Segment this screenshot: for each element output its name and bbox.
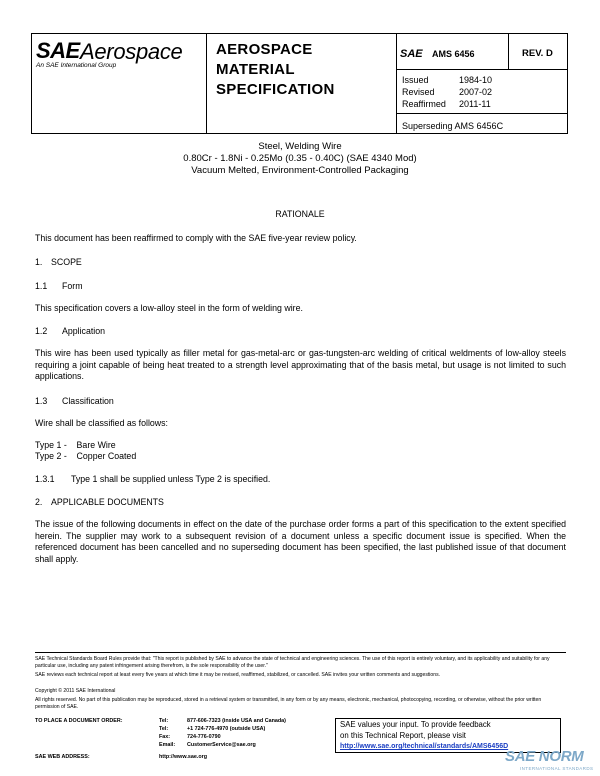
contact-value[interactable]: CustomerService@sae.org <box>187 742 256 748</box>
header-divider <box>396 113 567 114</box>
title-line: Vacuum Melted, Environment-Controlled Packaging <box>191 165 409 176</box>
reaffirmed-label: Reaffirmed <box>402 99 446 109</box>
section-number: 1. <box>35 257 43 267</box>
contact-value: 724-776-0790 <box>187 734 221 740</box>
section-title: APPLICABLE DOCUMENTS <box>51 497 164 507</box>
feedback-link[interactable]: http://www.sae.org/technical/standards/AMS6456D <box>340 743 509 750</box>
watermark-subtitle: INTERNATIONAL STANDARDS <box>520 766 594 771</box>
web-link[interactable]: http://www.sae.org <box>159 754 208 760</box>
contact-label: Tel: <box>159 726 169 732</box>
footer-rule <box>35 652 566 653</box>
title-line: 0.80Cr - 1.8Ni - 0.25Mo (0.35 - 0.40C) (SAE 4340 Mod) <box>183 153 417 164</box>
section-number: 1.3 <box>35 396 48 406</box>
type-item: Type 2 - Copper Coated <box>35 451 137 461</box>
paragraph: Wire shall be classified as follows: <box>35 418 168 428</box>
issued-label: Issued <box>402 75 429 85</box>
logo-sae: SAE <box>36 38 80 63</box>
revision-label: REV. D <box>522 48 553 59</box>
document-type <box>216 40 335 100</box>
section-number: 1.3.1 <box>35 474 55 484</box>
section-title: Application <box>62 326 106 336</box>
order-label: TO PLACE A DOCUMENT ORDER: <box>35 718 123 724</box>
header-divider <box>396 69 567 70</box>
footer-review: SAE reviews each technical report at least every five years at which time it may be revised, reaffirmed, stabilized, or cancelled. SAE invites your written comments and suggestions. <box>35 672 441 678</box>
contact-value: 877-606-7323 (inside USA and Canada) <box>187 718 286 724</box>
type-item: Type 1 - Bare Wire <box>35 440 116 450</box>
contact-label: Tel: <box>159 718 169 724</box>
rationale-text: This document has been reaffirmed to comply with the SAE five-year review policy. <box>35 233 357 243</box>
footer-copyright: Copyright © 2011 SAE International <box>35 688 116 694</box>
footer-rights: All rights reserved. No part of this publication may be reproduced, stored in a retrieval system or transmitted, in any form or by any means, electronic, mechanical, photocopying, recording, or otherwise, without the prior written permission of SAE. <box>35 697 542 710</box>
paragraph: Type 1 shall be supplied unless Type 2 is specified. <box>71 474 271 484</box>
section-title: Form <box>62 281 83 291</box>
header-divider <box>508 34 509 69</box>
issued-date: 1984-10 <box>459 75 493 85</box>
document-type-line: MATERIAL <box>216 61 295 78</box>
footer-policy: SAE Technical Standards Board Rules provide that: "This report is published by SAE to advance the state of technical and engineering sciences. The use of this report is entirely voluntary, and its applicability and suitability for any particular use, including any patent infringement arising therefrom, is the sole responsibility of the user." <box>35 656 550 669</box>
paragraph: This specification covers a low-alloy steel in the form of welding wire. <box>35 303 303 313</box>
rationale-heading: RATIONALE <box>275 209 325 219</box>
watermark-logo: SAE NORM <box>505 748 584 765</box>
revised-date: 2007-02 <box>459 87 493 97</box>
feedback-text: SAE values your input. To provide feedback <box>340 720 491 729</box>
document-number: AMS 6456 <box>432 49 475 59</box>
section-number: 1.1 <box>35 281 48 291</box>
header-divider <box>206 34 207 133</box>
header-divider <box>396 34 397 133</box>
section-number: 2. <box>35 497 43 507</box>
superseding-note: Superseding AMS 6456C <box>402 121 504 131</box>
paragraph: The issue of the following documents in effect on the date of the purchase order forms a part of this specification to the extent specified herein. The supplier may work to a subsequent revision of a document unless a specific document issue is specified. When the referenced document has been cancelled and no superseding document has been specified, the last published issue of that document shall apply. <box>35 519 566 564</box>
contact-label: Fax: <box>159 734 171 740</box>
revised-label: Revised <box>402 87 435 97</box>
logo-tagline: An SAE International Group <box>36 62 117 69</box>
feedback-text: on this Technical Report, please visit <box>340 731 466 740</box>
paragraph: This wire has been used typically as filler metal for gas-metal-arc or gas-tungsten-arc welding of critical weldments of low-alloy steels requiring a joint capable of being heat treated to a strength level approximating that of the basis metal, but usage is not limited to such applications. <box>35 348 566 381</box>
sae-mark: SAE <box>400 48 423 60</box>
section-number: 1.2 <box>35 326 48 336</box>
logo-aerospace: Aerospace <box>80 39 183 64</box>
section-title: Classification <box>62 396 114 406</box>
web-label: SAE WEB ADDRESS: <box>35 754 90 760</box>
document-type-line: SPECIFICATION <box>216 81 335 98</box>
section-title: SCOPE <box>51 257 82 267</box>
document-type-line: AEROSPACE <box>216 41 313 58</box>
contact-value: +1 724-776-4970 (outside USA) <box>187 726 266 732</box>
title-line: Steel, Welding Wire <box>258 141 342 152</box>
contact-label: Email: <box>159 742 176 748</box>
reaffirmed-date: 2011-11 <box>459 99 491 109</box>
